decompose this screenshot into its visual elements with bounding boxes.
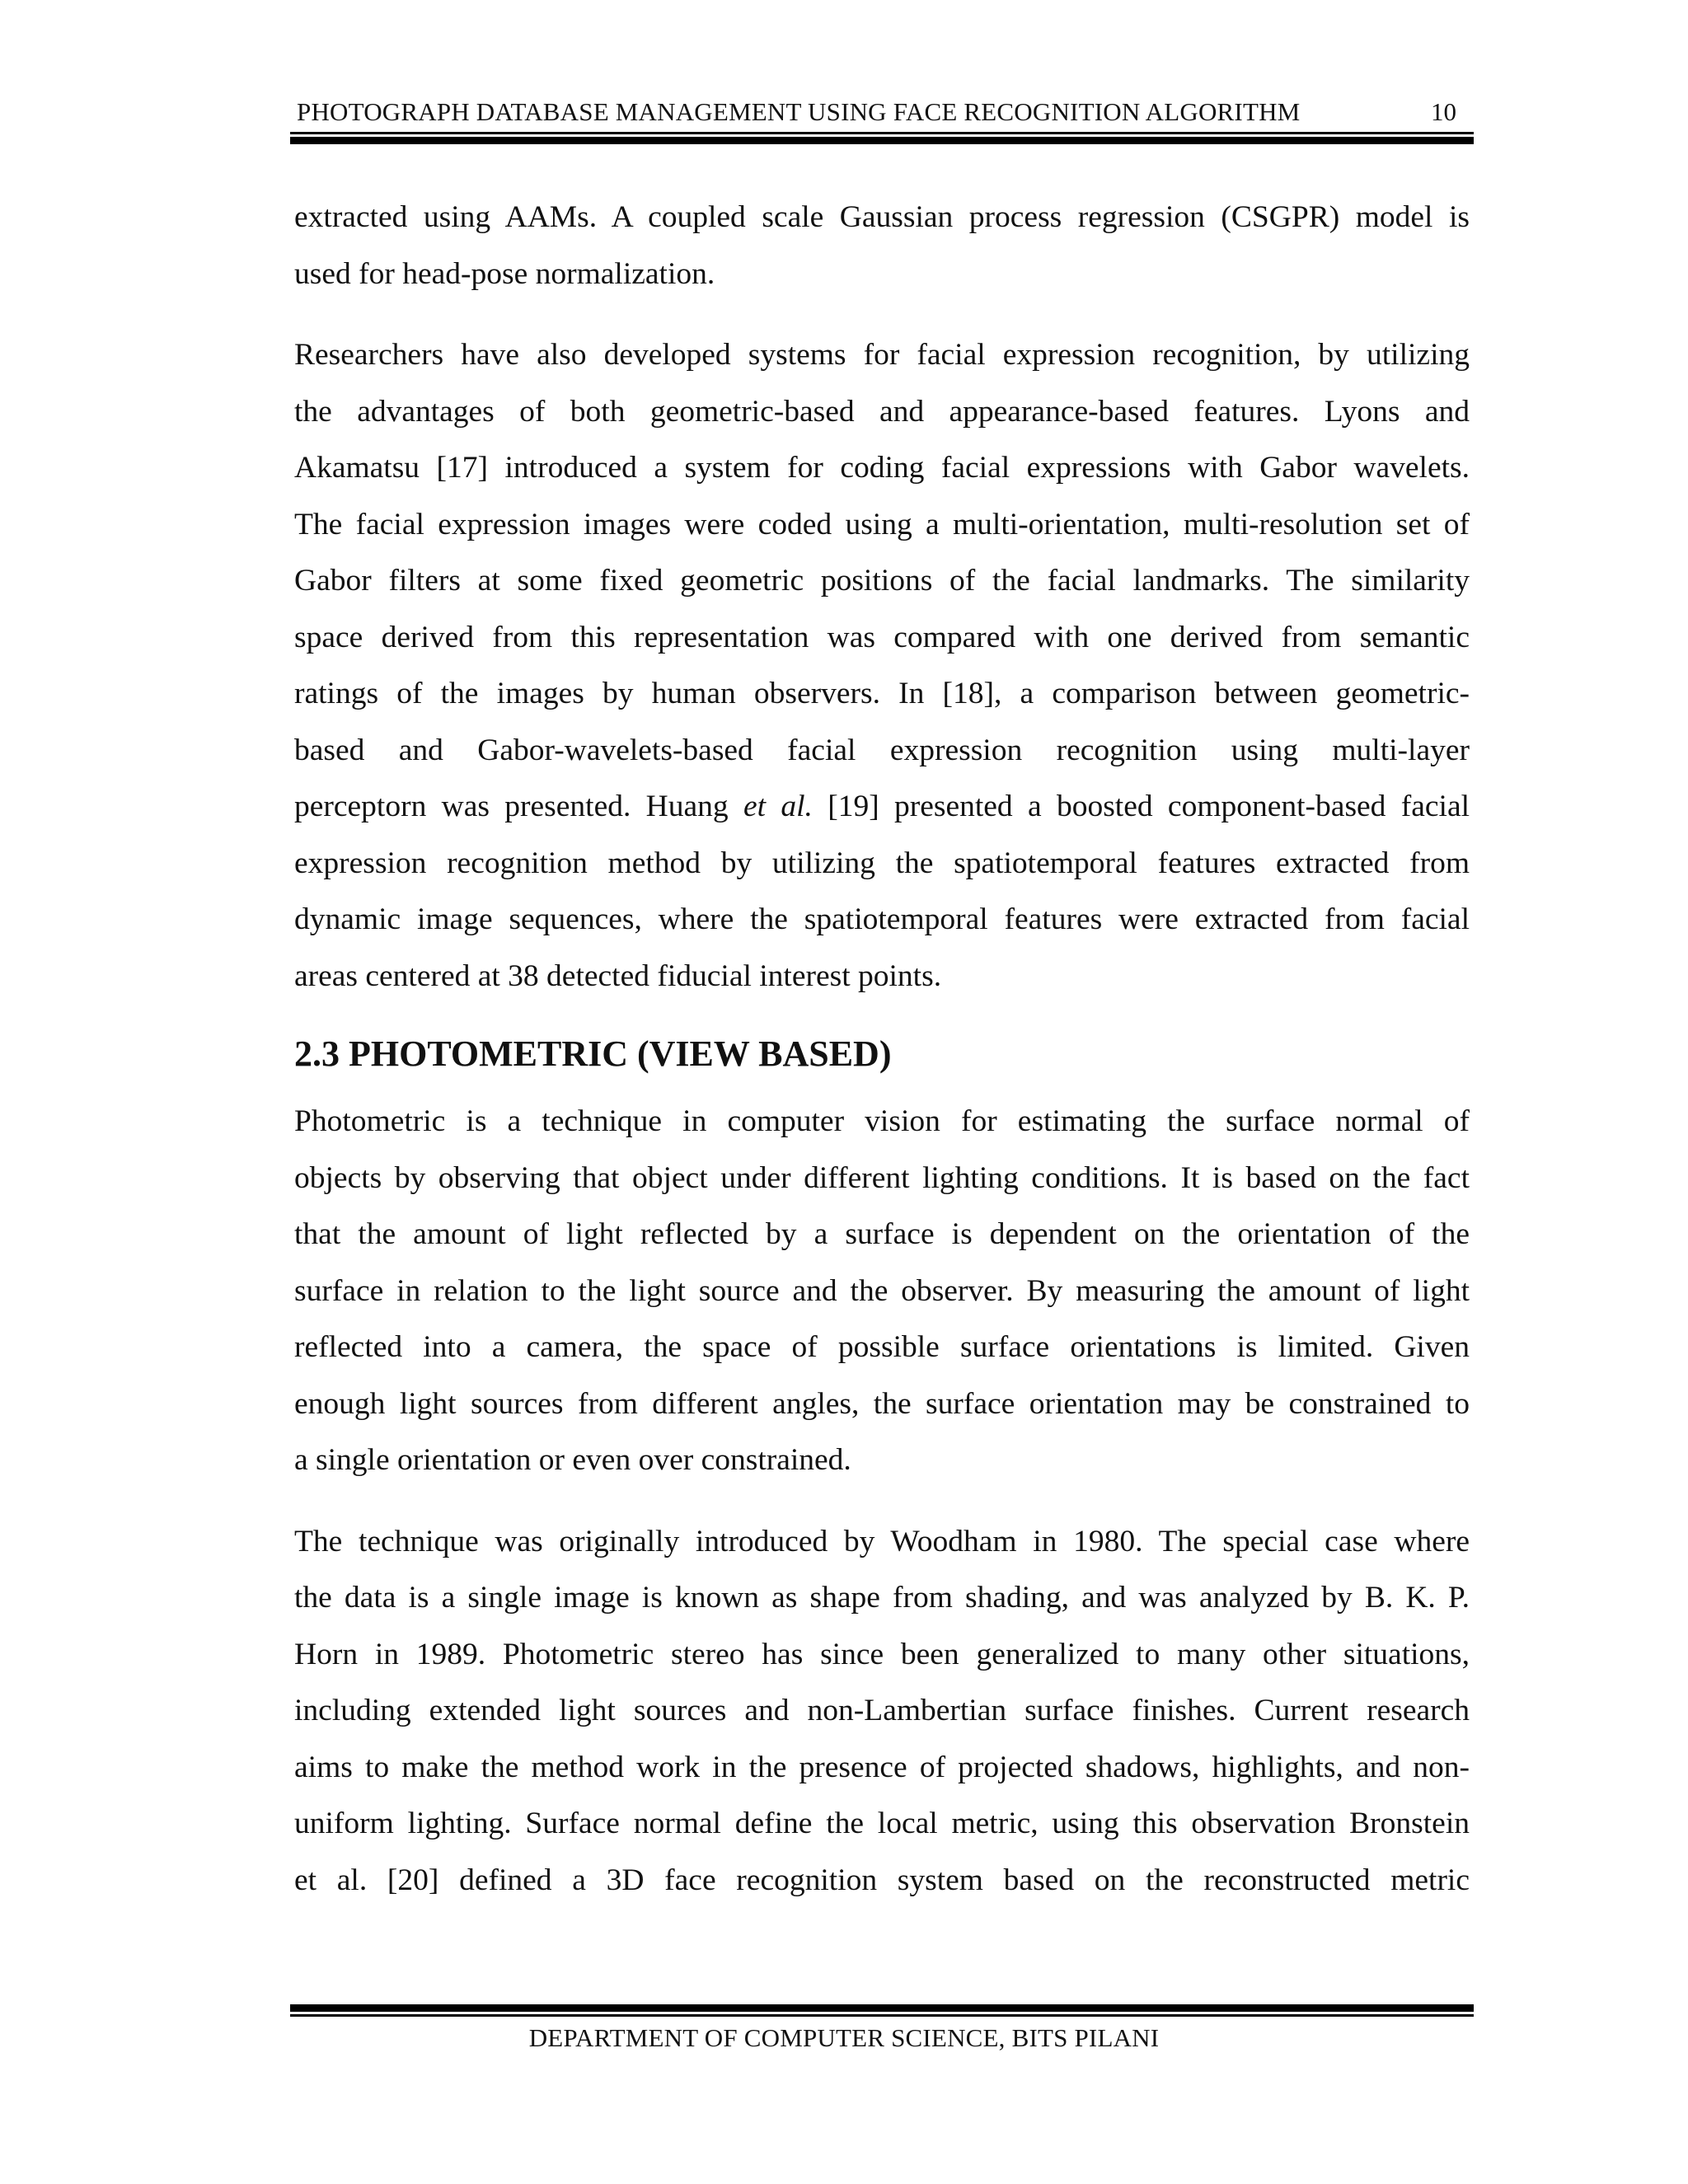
text-run: [19] presented a boosted component-based facial bbox=[812, 790, 1470, 823]
text-line: Photometric is a technique in computer vision for estimating the surface normal of bbox=[294, 1104, 1470, 1138]
header-rule-thin bbox=[290, 132, 1474, 134]
footer-rule-thin bbox=[290, 2014, 1474, 2017]
text-line: used for head-pose normalization. bbox=[294, 256, 715, 291]
page-number: 10 bbox=[1431, 97, 1456, 126]
running-header bbox=[294, 97, 1473, 130]
text-line bbox=[294, 779, 1470, 836]
text-line: Gabor filters at some fixed geometric positions of the facial landmarks. The similarity bbox=[294, 564, 1470, 598]
text-line: Akamatsu [17] introduced a system for coding facial expressions with Gabor wavelets. bbox=[294, 451, 1470, 485]
paragraph-3 bbox=[294, 1094, 1470, 1489]
text-line: dynamic image sequences, where the spatiotemporal features were extracted from facial bbox=[294, 902, 1470, 936]
footer-rule-thick bbox=[290, 2004, 1474, 2012]
text-line: surface in relation to the light source and the observer. By measuring the amount of light bbox=[294, 1273, 1470, 1308]
text-run: perceptorn was presented. Huang bbox=[294, 790, 743, 823]
text-line: et al. [20] defined a 3D face recognition system based on the reconstructed metric bbox=[294, 1863, 1470, 1897]
header-rule-thick bbox=[290, 137, 1474, 144]
text-line: extracted using AAMs. A coupled scale Gaussian process regression (CSGPR) model is bbox=[294, 200, 1470, 234]
text-line: reflected into a camera, the space of possible surface orientations is limited. Given bbox=[294, 1330, 1470, 1364]
text-line: The facial expression images were coded using a multi-orientation, multi-resolution set of bbox=[294, 507, 1470, 541]
header-title: PHOTOGRAPH DATABASE MANAGEMENT USING FACE RECOGNITION ALGORITHM bbox=[297, 97, 1301, 126]
text-line: space derived from this representation was compared with one derived from semantic bbox=[294, 620, 1470, 654]
text-line: Researchers have also developed systems for facial expression recognition, by utilizing bbox=[294, 338, 1470, 372]
text-line: ratings of the images by human observers. In [18], a comparison between geometric- bbox=[294, 677, 1470, 710]
text-line: objects by observing that object under different lighting conditions. It is based on the fact bbox=[294, 1160, 1470, 1195]
text-line: The technique was originally introduced by Woodham in 1980. The special case where bbox=[294, 1524, 1470, 1558]
text-line: based and Gabor-wavelets-based facial expression recognition using multi-layer bbox=[294, 733, 1470, 767]
paragraph-4 bbox=[294, 1514, 1470, 1910]
text-line: Horn in 1989. Photometric stereo has since been generalized to many other situations, bbox=[294, 1637, 1470, 1671]
text-line: the data is a single image is known as shape from shading, and was analyzed by B. K. P. bbox=[294, 1581, 1470, 1615]
paragraph-2 bbox=[294, 327, 1470, 1005]
section-heading: 2.3 PHOTOMETRIC (VIEW BASED) bbox=[294, 1033, 892, 1074]
text-line: expression recognition method by utilizing the spatiotemporal features extracted from bbox=[294, 846, 1470, 880]
text-line: aims to make the method work in the presence of projected shadows, highlights, and non- bbox=[294, 1750, 1470, 1784]
text-line: the advantages of both geometric-based and appearance-based features. Lyons and bbox=[294, 394, 1470, 429]
text-line: areas centered at 38 detected fiducial interest points. bbox=[294, 958, 942, 993]
footer-text: DEPARTMENT OF COMPUTER SCIENCE, BITS PILANI bbox=[528, 2023, 1160, 2052]
text-line: a single orientation or even over constrained. bbox=[294, 1443, 851, 1477]
text-line: uniform lighting. Surface normal define the local metric, using this observation Bronstein bbox=[294, 1807, 1470, 1840]
italic-run: et al. bbox=[743, 790, 813, 823]
text-line: enough light sources from different angles, the surface orientation may be constrained to bbox=[294, 1386, 1470, 1421]
page-body bbox=[294, 190, 1470, 1933]
text-line: including extended light sources and non-Lambertian surface finishes. Current research bbox=[294, 1694, 1470, 1727]
text-line: that the amount of light reflected by a surface is dependent on the orientation of the bbox=[294, 1217, 1470, 1251]
paragraph-1 bbox=[294, 190, 1470, 302]
